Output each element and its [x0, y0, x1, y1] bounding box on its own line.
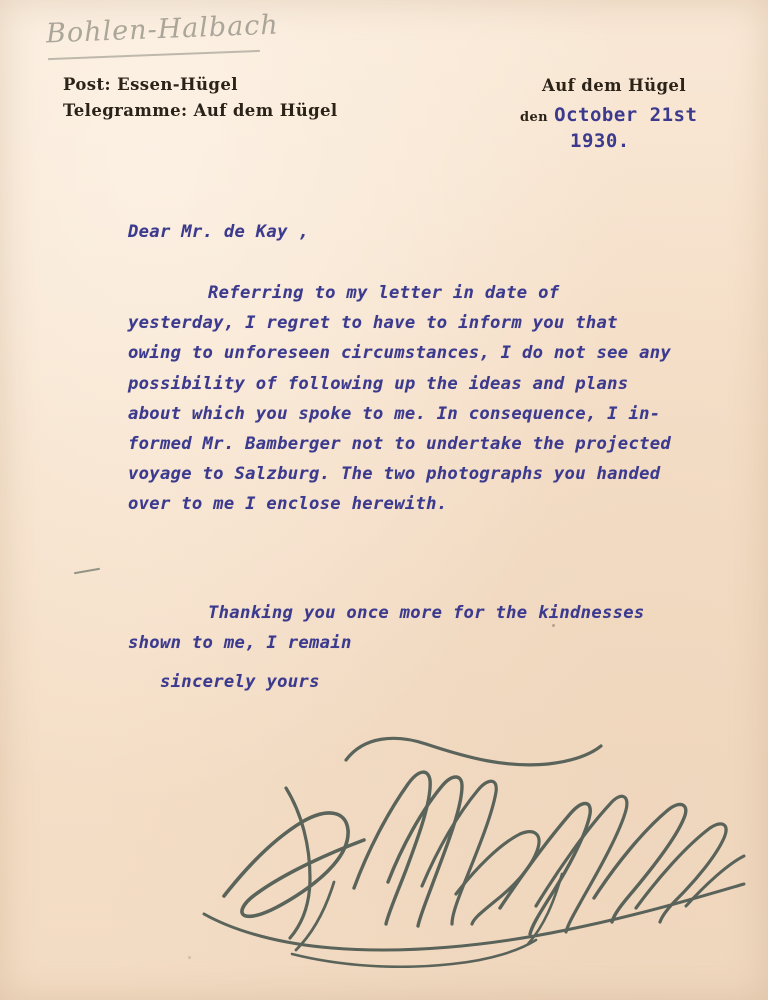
paragraph-1-line-1: Referring to my letter in date of [208, 283, 560, 303]
body-paragraph-2 [128, 598, 748, 658]
paragraph-1-line-2: yesterday, I regret to have to inform you that [128, 313, 618, 334]
paragraph-1-line-8: over to me I enclose herewith. [128, 494, 448, 515]
closing-line: sincerely yours [160, 672, 320, 692]
paragraph-1-line-6: formed Mr. Bamberger not to undertake the projected [128, 434, 672, 455]
signature [96, 718, 756, 968]
paper-speck [552, 624, 555, 627]
date-prefix: den [520, 110, 549, 125]
paragraph-1-line-5: about which you spoke to me. In consequence, I in- [128, 403, 661, 424]
archivist-pencil-annotation: Bohlen-Halbach [45, 9, 280, 50]
date-year: 1930. [570, 130, 630, 152]
paragraph-1-line-4: possibility of following up the ideas and plans [128, 373, 629, 394]
letterhead-post-line: Post: Essen-Hügel [63, 75, 238, 94]
letterhead-left [63, 72, 338, 123]
body-paragraph-1 [128, 278, 748, 520]
paragraph-1-line-3: owing to unforeseen circumstances, I do not see any [128, 343, 672, 364]
salutation: Dear Mr. de Kay , [128, 222, 310, 242]
letterhead-telegram-line: Telegramme: Auf dem Hügel [63, 100, 338, 120]
archivist-annotation-underline [48, 50, 260, 60]
paper-speck [188, 956, 191, 959]
date-row [520, 104, 750, 126]
date-value: October 21st [554, 104, 698, 126]
paragraph-2-line-1: Thanking you once more for the kindnesses [208, 603, 645, 623]
pencil-margin-mark [74, 568, 100, 574]
letterhead-place: Auf dem Hügel [542, 76, 686, 95]
paragraph-2-line-2: shown to me, I remain [128, 633, 352, 654]
paragraph-1-line-7: voyage to Salzburg. The two photographs you handed [128, 464, 661, 485]
letterhead-right [520, 76, 750, 152]
